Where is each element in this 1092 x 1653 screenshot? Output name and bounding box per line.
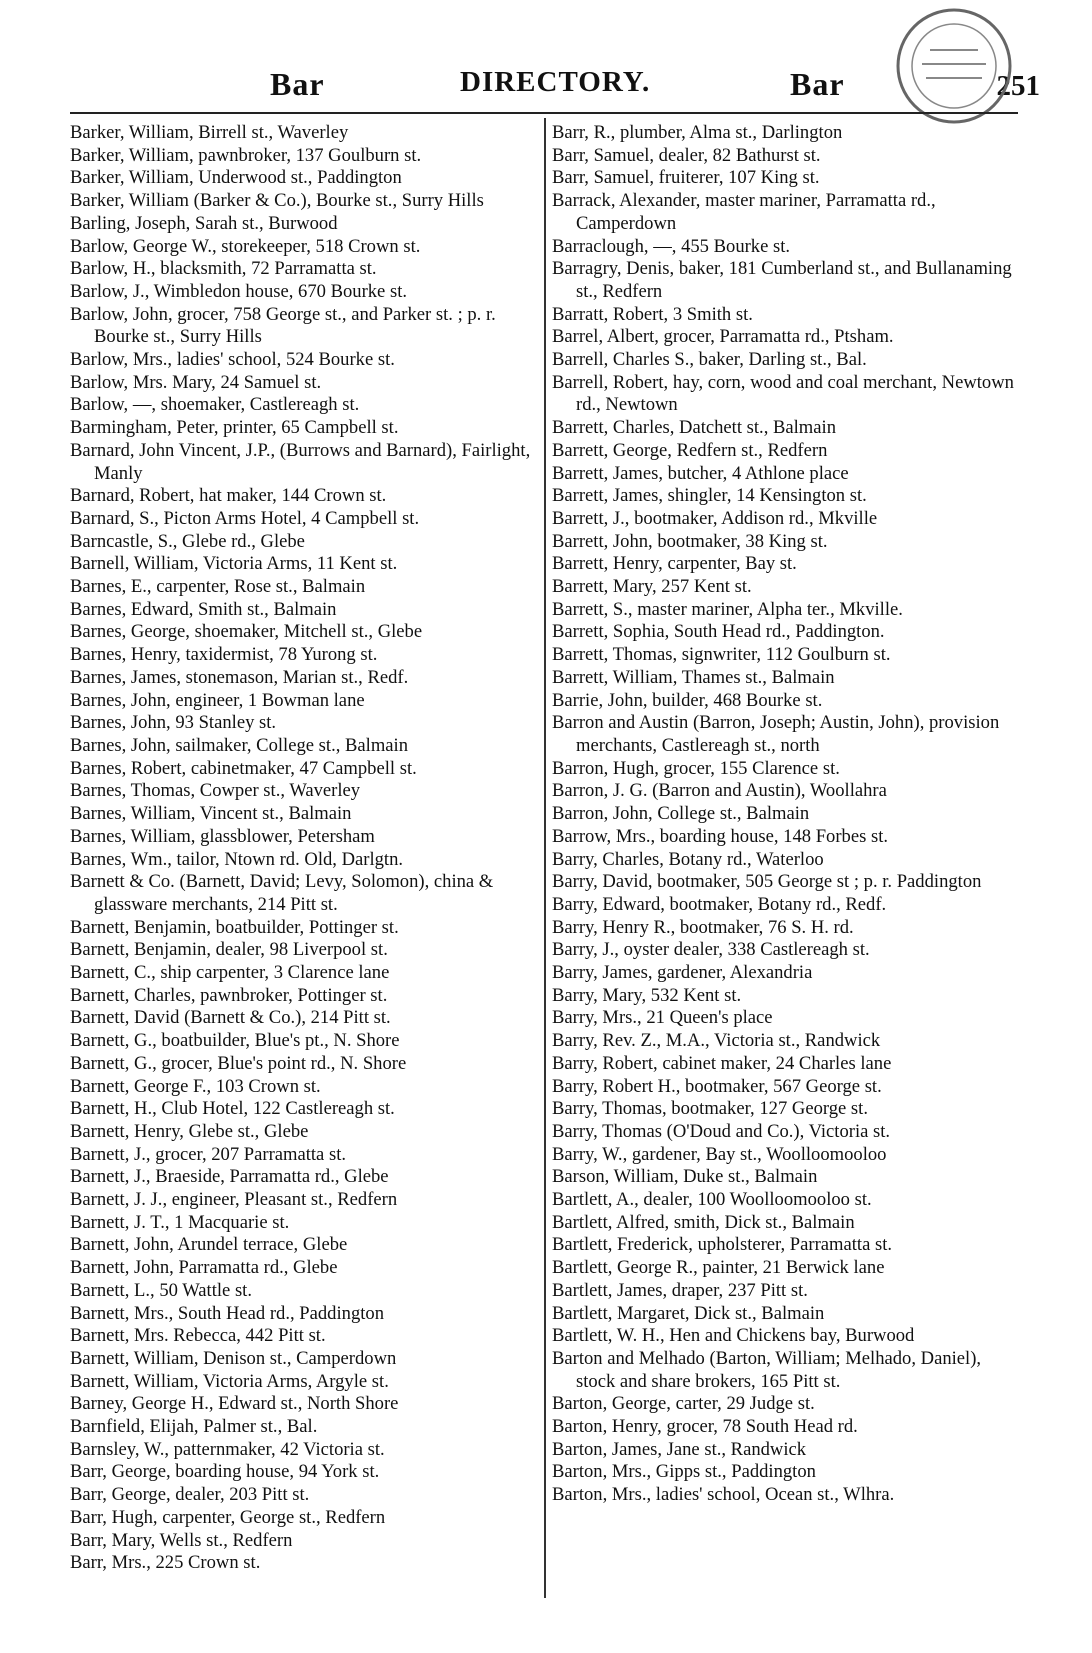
directory-entry: Barnard, Robert, hat maker, 144 Crown st.	[70, 485, 387, 507]
directory-entry: Bartlett, W. H., Hen and Chickens bay, Burwood	[552, 1325, 915, 1347]
directory-entry: Barmingham, Peter, printer, 65 Campbell st.	[70, 417, 399, 439]
directory-entry: Barlow, H., blacksmith, 72 Parramatta st.	[70, 258, 377, 280]
directory-entry: Barker, William (Barker & Co.), Bourke st., Surry Hills	[70, 190, 484, 212]
directory-entry: Barlow, J., Wimbledon house, 670 Bourke st.	[70, 280, 408, 302]
directory-entry: Barnes, William, glassblower, Petersham	[70, 825, 375, 847]
directory-entry: Barnett, Mrs., South Head rd., Paddington	[70, 1302, 384, 1324]
directory-entry: Barker, William, Underwood st., Paddington	[70, 167, 402, 189]
directory-entry: Barrett, Henry, carpenter, Bay st.	[552, 553, 797, 575]
directory-entry: Barraclough, —, 455 Bourke st.	[552, 235, 791, 257]
directory-entry: Barnsley, W., patternmaker, 42 Victoria st.	[70, 1438, 385, 1460]
directory-entry: Barnett, G., boatbuilder, Blue's pt., N. Shore	[70, 1030, 400, 1052]
directory-entry: Barnes, John, sailmaker, College st., Balmain	[70, 734, 409, 756]
directory-entry: Barlow, Mrs. Mary, 24 Samuel st.	[70, 371, 322, 393]
directory-entry: Barnett, William, Denison st., Camperdown	[70, 1347, 397, 1369]
directory-entry: Barnes, William, Vincent st., Balmain	[70, 803, 352, 825]
directory-entry: Barrett, George, Redfern st., Redfern	[552, 439, 828, 461]
directory-entry: Barragry, Denis, baker, 181 Cumberland st., and Bullanaming st., Redfern	[552, 258, 1012, 302]
directory-entry: Barnett, Benjamin, dealer, 98 Liverpool st.	[70, 939, 388, 961]
directory-entry: Barrow, Mrs., boarding house, 148 Forbes st.	[552, 825, 889, 847]
directory-entry: Barnett, G., grocer, Blue's point rd., N. Shore	[70, 1052, 407, 1074]
directory-entry: Barry, Thomas (O'Doud and Co.), Victoria st.	[552, 1120, 891, 1142]
directory-entry: Barry, James, gardener, Alexandria	[552, 962, 813, 984]
directory-entry: Bartlett, George R., painter, 21 Berwick lane	[552, 1257, 885, 1279]
directory-entry: Barnett, William, Victoria Arms, Argyle st.	[70, 1370, 389, 1392]
directory-entry: Barrack, Alexander, master mariner, Parramatta rd., Camperdown	[552, 190, 936, 234]
directory-entry: Barncastle, S., Glebe rd., Glebe	[70, 530, 305, 552]
directory-entry: Bartlett, Alfred, smith, Dick st., Balmain	[552, 1211, 855, 1233]
page-header	[60, 60, 1040, 106]
directory-entry: Barnett, J., grocer, 207 Parramatta st.	[70, 1143, 347, 1165]
directory-entry: Barlow, George W., storekeeper, 518 Crown st.	[70, 235, 421, 257]
directory-entry: Bartlett, James, draper, 237 Pitt st.	[552, 1279, 808, 1301]
directory-entry: Barr, George, boarding house, 94 York st.	[70, 1461, 380, 1483]
directory-entry: Barry, Edward, bootmaker, Botany rd., Redf.	[552, 893, 887, 915]
directory-entry: Bartlett, Margaret, Dick st., Balmain	[552, 1302, 825, 1324]
directory-entry: Barnes, Wm., tailor, Ntown rd. Old, Darlgtn.	[70, 848, 404, 870]
directory-entry: Barry, Robert, cabinet maker, 24 Charles lane	[552, 1052, 892, 1074]
directory-entry: Barrett, S., master mariner, Alpha ter., Mkville.	[552, 598, 903, 620]
directory-entry: Barlow, John, grocer, 758 George st., and Parker st. ; p. r. Bourke st., Surry Hills	[70, 303, 496, 348]
directory-entry: Barr, Mrs., 225 Crown st.	[70, 1552, 261, 1574]
directory-entry: Barnett, Henry, Glebe st., Glebe	[70, 1120, 309, 1142]
directory-entry: Barry, W., gardener, Bay st., Woolloomooloo	[552, 1143, 887, 1165]
directory-entry: Barron, Hugh, grocer, 155 Clarence st.	[552, 757, 840, 779]
directory-entry: Barton, George, carter, 29 Judge st.	[552, 1393, 815, 1415]
directory-entry: Barnett, John, Parramatta rd., Glebe	[70, 1257, 338, 1279]
directory-entry: Barnes, John, engineer, 1 Bowman lane	[70, 689, 365, 711]
directory-entry: Barry, Henry R., bootmaker, 76 S. H. rd.	[552, 916, 854, 938]
directory-entry: Barnett, H., Club Hotel, 122 Castlereagh st.	[70, 1098, 395, 1120]
directory-entry: Barron, John, College st., Balmain	[552, 803, 810, 825]
directory-entry: Barnell, William, Victoria Arms, 11 Kent st.	[70, 553, 398, 575]
directory-entry: Barry, Thomas, bootmaker, 127 George st.	[552, 1098, 868, 1120]
directory-entry: Barney, George H., Edward st., North Shore	[70, 1393, 399, 1415]
directory-entry: Barker, William, Birrell st., Waverley	[70, 122, 349, 143]
column-divider	[544, 118, 546, 1598]
directory-entry: Barnes, John, 93 Stanley st.	[70, 712, 277, 734]
directory-entry: Barnett, Benjamin, boatbuilder, Pottinger st.	[70, 916, 399, 938]
directory-entry: Barron, J. G. (Barron and Austin), Woollahra	[552, 780, 887, 802]
directory-entry: Barry, Rev. Z., M.A., Victoria st., Randwick	[552, 1030, 881, 1052]
directory-entry: Barnett, J., Braeside, Parramatta rd., Glebe	[70, 1166, 389, 1188]
directory-entry: Barratt, Robert, 3 Smith st.	[552, 303, 753, 325]
directory-entry: Barnes, E., carpenter, Rose st., Balmain	[70, 576, 366, 598]
directory-entry: Barlow, Mrs., ladies' school, 524 Bourke st.	[70, 349, 395, 371]
directory-entry: Barrell, Charles S., baker, Darling st., Bal.	[552, 349, 867, 371]
directory-entry: Barnett, C., ship carpenter, 3 Clarence lane	[70, 962, 390, 984]
directory-entry: Barson, William, Duke st., Balmain	[552, 1166, 818, 1188]
directory-entry: Barnes, Henry, taxidermist, 78 Yurong st.	[70, 644, 378, 666]
directory-entry: Barton, Henry, grocer, 78 South Head rd.	[552, 1416, 858, 1438]
directory-entry: Barnett, J. T., 1 Macquarie st.	[70, 1211, 290, 1233]
directory-entry: Barry, Robert H., bootmaker, 567 George st.	[552, 1075, 882, 1097]
directory-entry: Barrie, John, builder, 468 Bourke st.	[552, 689, 823, 711]
directory-entry: Barrel, Albert, grocer, Parramatta rd., Ptsham.	[552, 326, 894, 348]
header-rule	[70, 112, 1018, 114]
directory-entry: Barron and Austin (Barron, Joseph; Austin, John), provision merchants, Castlereagh st., north	[552, 712, 1000, 756]
directory-entry: Barr, Mary, Wells st., Redfern	[70, 1529, 293, 1551]
directory-column-right	[552, 122, 1024, 1507]
directory-entry: Barnett & Co. (Barnett, David; Levy, Solomon), china & glassware merchants, 214 Pitt st.	[70, 871, 494, 915]
page-number: 251	[996, 70, 1040, 102]
directory-entry: Barlow, —, shoemaker, Castlereagh st.	[70, 394, 360, 416]
directory-entry: Barnes, George, shoemaker, Mitchell st., Glebe	[70, 621, 423, 643]
directory-entry: Barton, Mrs., ladies' school, Ocean st., Wlhra.	[552, 1484, 895, 1506]
directory-entry: Barrett, James, butcher, 4 Athlone place	[552, 462, 849, 484]
directory-entry: Barrett, Mary, 257 Kent st.	[552, 576, 752, 598]
directory-entry: Barton, Mrs., Gipps st., Paddington	[552, 1461, 816, 1483]
directory-entry: Barrett, Charles, Datchett st., Balmain	[552, 417, 836, 439]
directory-entry: Barnard, S., Picton Arms Hotel, 4 Campbell st.	[70, 507, 420, 529]
directory-entry: Barrett, John, bootmaker, 38 King st.	[552, 530, 828, 552]
directory-entry: Barry, David, bootmaker, 505 George st ; p. r. Paddington	[552, 871, 982, 893]
directory-entry: Barnfield, Elijah, Palmer st., Bal.	[70, 1416, 318, 1438]
directory-entry: Barnett, John, Arundel terrace, Glebe	[70, 1234, 348, 1256]
directory-entry: Barr, Hugh, carpenter, George st., Redfern	[70, 1506, 386, 1528]
directory-entry: Barling, Joseph, Sarah st., Burwood	[70, 212, 338, 234]
directory-entry: Barr, R., plumber, Alma st., Darlington	[552, 122, 843, 143]
directory-entry: Barker, William, pawnbroker, 137 Goulburn st.	[70, 144, 422, 166]
directory-entry: Barnett, Mrs. Rebecca, 442 Pitt st.	[70, 1325, 326, 1347]
directory-entry: Barnard, John Vincent, J.P., (Burrows and Barnard), Fairlight, Manly	[70, 439, 531, 484]
directory-entry: Barrett, James, shingler, 14 Kensington st.	[552, 485, 867, 507]
directory-entry: Barnes, Robert, cabinetmaker, 47 Campbell st.	[70, 757, 417, 779]
directory-entry: Barrett, Thomas, signwriter, 112 Goulburn st.	[552, 644, 891, 666]
header-left-word: Bar	[270, 66, 325, 102]
directory-entry: Barnes, James, stonemason, Marian st., Redf.	[70, 666, 409, 688]
directory-entry: Barry, J., oyster dealer, 338 Castlereagh st.	[552, 939, 870, 961]
directory-entry: Bartlett, A., dealer, 100 Woolloomooloo st.	[552, 1189, 872, 1211]
directory-entry: Barnett, J. J., engineer, Pleasant st., Redfern	[70, 1189, 398, 1211]
directory-entry: Barr, Samuel, dealer, 82 Bathurst st.	[552, 144, 821, 166]
directory-column-left	[70, 122, 536, 1575]
directory-entry: Barnett, David (Barnett & Co.), 214 Pitt st.	[70, 1007, 391, 1029]
directory-entry: Barnett, George F., 103 Crown st.	[70, 1075, 321, 1097]
directory-entry: Barrett, William, Thames st., Balmain	[552, 666, 835, 688]
header-title: DIRECTORY.	[460, 66, 651, 98]
directory-entry: Barnes, Edward, Smith st., Balmain	[70, 598, 337, 620]
directory-entry: Barr, Samuel, fruiterer, 107 King st.	[552, 167, 820, 189]
directory-entry: Barrett, Sophia, South Head rd., Paddington.	[552, 621, 885, 643]
directory-entry: Barrett, J., bootmaker, Addison rd., Mkville	[552, 507, 878, 529]
directory-entry: Barry, Mary, 532 Kent st.	[552, 984, 742, 1006]
directory-entry: Barnett, L., 50 Wattle st.	[70, 1279, 252, 1301]
directory-entry: Barrell, Robert, hay, corn, wood and coal merchant, Newtown rd., Newtown	[552, 371, 1014, 416]
directory-entry: Bartlett, Frederick, upholsterer, Parramatta st.	[552, 1234, 893, 1256]
directory-entry: Barnes, Thomas, Cowper st., Waverley	[70, 780, 361, 802]
header-right-word: Bar	[790, 66, 845, 102]
directory-entry: Barry, Mrs., 21 Queen's place	[552, 1007, 773, 1029]
directory-entry: Barnett, Charles, pawnbroker, Pottinger st.	[70, 984, 388, 1006]
directory-entry: Barr, George, dealer, 203 Pitt st.	[70, 1484, 310, 1506]
directory-entry: Barry, Charles, Botany rd., Waterloo	[552, 848, 824, 870]
directory-entry: Barton, James, Jane st., Randwick	[552, 1438, 807, 1460]
directory-entry: Barton and Melhado (Barton, William; Melhado, Daniel), stock and share brokers, 165 Pitt st.	[552, 1347, 982, 1392]
